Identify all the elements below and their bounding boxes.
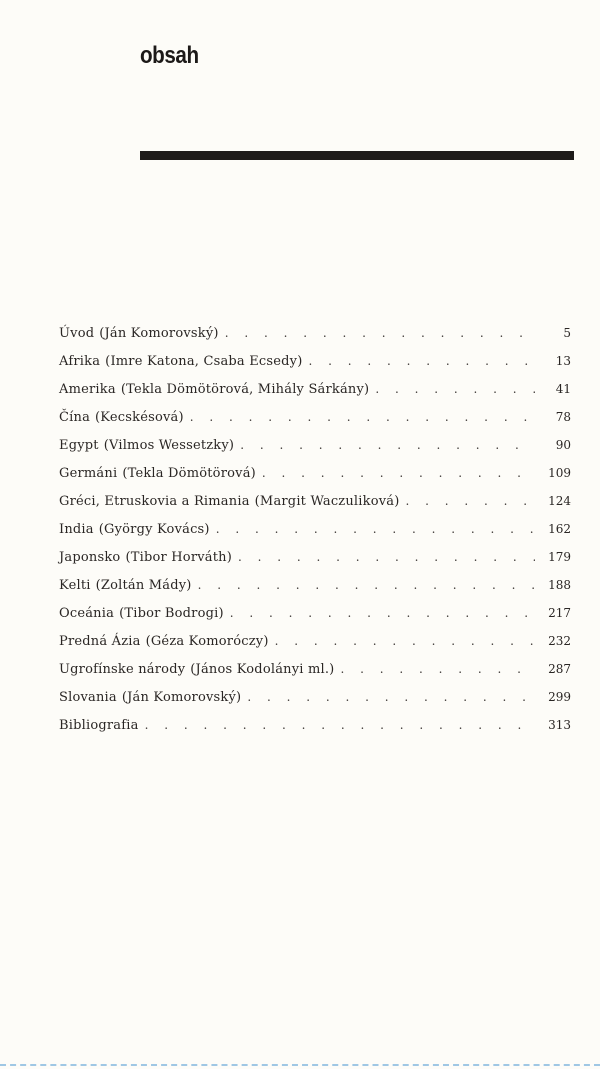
toc-entry — [59, 627, 571, 655]
toc-dot-leader — [230, 599, 535, 627]
toc-entry — [59, 711, 571, 739]
toc-entry-author: (Tekla Dömötörová) — [122, 466, 256, 481]
toc-entry-author: (Tibor Horváth) — [125, 550, 233, 565]
toc-dot-leader — [275, 627, 535, 655]
toc-entry-page: 90 — [555, 438, 571, 452]
toc-entry-title: Predná Ázia — [59, 634, 141, 649]
toc-entry-page: 109 — [548, 466, 571, 480]
toc-entry-title: India — [59, 522, 94, 537]
toc-dot-leader — [238, 543, 535, 571]
toc-dot-leader — [190, 403, 535, 431]
toc-entry-title: Afrika — [59, 354, 101, 369]
toc-dot-leader — [198, 571, 535, 599]
toc-entry-page: 78 — [555, 410, 571, 424]
toc-dot-leader — [145, 711, 535, 739]
toc-entry — [59, 515, 571, 543]
toc-entry-author: (Margit Waczuliková) — [254, 494, 400, 509]
toc-entry-title: Bibliografia — [59, 718, 139, 733]
toc-entry — [59, 655, 571, 683]
toc-entry-author: (Kecskésová) — [95, 410, 184, 425]
toc-dot-leader — [340, 655, 535, 683]
toc-entry-author: (György Kovács) — [98, 522, 210, 537]
toc-dot-leader — [262, 459, 535, 487]
toc-entry-page: 124 — [548, 494, 571, 508]
toc-entry-title: Kelti — [59, 578, 91, 593]
toc-entry — [59, 319, 571, 347]
toc-dot-leader — [375, 375, 535, 403]
toc-dot-leader — [406, 487, 535, 515]
toc-entry-author: (Ján Komorovský) — [121, 690, 242, 705]
toc-entry — [59, 683, 571, 711]
toc-entry — [59, 347, 571, 375]
toc-entry-title: Čína — [59, 410, 91, 425]
toc-entry-page: 188 — [548, 578, 571, 592]
toc-entry-title: Gréci, Etruskovia a Rimania — [59, 494, 250, 509]
toc-entry — [59, 375, 571, 403]
toc-entry — [59, 459, 571, 487]
toc-entry-page: 313 — [548, 718, 571, 732]
toc-entry-title: Japonsko — [59, 550, 121, 565]
heading-rule — [140, 151, 574, 160]
toc-entry — [59, 403, 571, 431]
toc-entry-author: (Ján Komorovský) — [99, 326, 219, 341]
toc-entry-title: Oceánia — [59, 606, 115, 621]
toc-entry — [59, 543, 571, 571]
toc-entry-page: 179 — [548, 550, 571, 564]
toc-entry-page: 162 — [548, 522, 571, 536]
toc-entry — [59, 487, 571, 515]
toc-dot-leader — [309, 347, 536, 375]
toc-entry-page: 217 — [548, 606, 571, 620]
table-of-contents — [59, 319, 571, 739]
toc-entry-page: 5 — [563, 326, 571, 340]
toc-entry — [59, 431, 571, 459]
toc-entry-page: 287 — [548, 662, 571, 676]
toc-entry-author: (Tibor Bodrogi) — [119, 606, 224, 621]
toc-entry-page: 232 — [548, 634, 571, 648]
scan-edge-divider — [0, 1064, 600, 1066]
toc-entry — [59, 599, 571, 627]
toc-dot-leader — [216, 515, 535, 543]
toc-entry-author: (János Kodolányi ml.) — [190, 662, 335, 677]
toc-dot-leader — [225, 319, 535, 347]
toc-dot-leader — [240, 431, 535, 459]
toc-entry — [59, 571, 571, 599]
toc-entry-author: (Imre Katona, Csaba Ecsedy) — [105, 354, 303, 369]
toc-dot-leader — [247, 683, 535, 711]
toc-entry-author: (Vilmos Wessetzky) — [103, 438, 235, 453]
toc-entry-author: (Géza Komoróczy) — [145, 634, 269, 649]
toc-entry-title: Amerika — [59, 382, 116, 397]
toc-entry-author: (Tekla Dömötörová, Mihály Sárkány) — [120, 382, 370, 397]
page-heading: obsah — [140, 42, 199, 69]
toc-entry-title: Slovania — [59, 690, 117, 705]
toc-entry-author: (Zoltán Mády) — [95, 578, 192, 593]
toc-entry-title: Úvod — [59, 326, 95, 341]
toc-entry-title: Ugrofínske národy — [59, 662, 186, 677]
toc-entry-page: 299 — [548, 690, 571, 704]
toc-entry-page: 13 — [555, 354, 571, 368]
toc-entry-page: 41 — [555, 382, 571, 396]
toc-entry-title: Egypt — [59, 438, 99, 453]
toc-entry-title: Germáni — [59, 466, 118, 481]
